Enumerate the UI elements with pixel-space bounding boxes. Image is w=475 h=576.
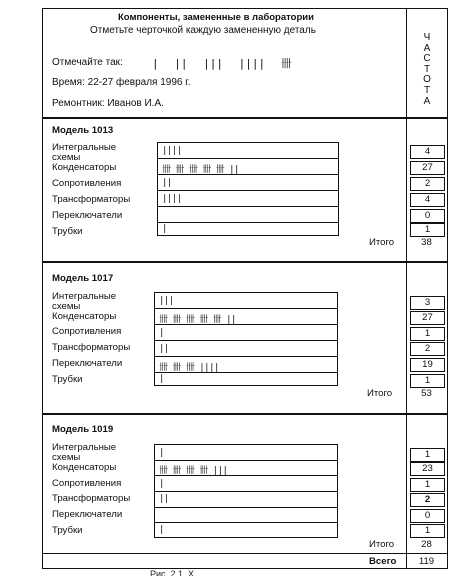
tally-marks[interactable]: |: [159, 479, 164, 489]
row-label: Конденсаторы: [52, 311, 117, 322]
row-label: Переключатели: [52, 358, 123, 369]
frequency-cell[interactable]: 1: [410, 524, 445, 538]
model-title-1017: Модель 1017: [52, 273, 114, 284]
row-label: Трансформаторы: [52, 493, 131, 504]
frequency-header: Ч А С Т О Т А: [423, 32, 431, 107]
tally-marks[interactable]: 卌 卌 卌 卌 |||: [159, 466, 228, 476]
right-border: [447, 8, 448, 568]
mark-example-3: |||: [203, 57, 223, 70]
total-label: Итого: [369, 237, 395, 248]
mark-instruction-label: Отмечайте так:: [52, 57, 123, 68]
frequency-cell[interactable]: 1: [410, 223, 445, 237]
section-separator: [42, 413, 448, 415]
tally-marks[interactable]: |: [159, 525, 164, 535]
tally-marks[interactable]: ||: [162, 178, 172, 188]
tally-marks[interactable]: 卌 卌 卌 卌 卌 ||: [162, 165, 239, 175]
time-label: Время: 22-27 февраля 1996 г.: [52, 77, 191, 88]
row-label: Переключатели: [52, 210, 123, 221]
frequency-cell[interactable]: 19: [410, 358, 445, 372]
frequency-cell[interactable]: 23: [410, 462, 445, 476]
repairman-label: Ремонтник: Иванов И.А.: [52, 98, 164, 109]
frequency-cell[interactable]: 27: [410, 311, 445, 325]
grand-total-separator: [42, 553, 448, 554]
row-label: Сопротивления: [52, 326, 122, 337]
row-label: Трансформаторы: [52, 194, 131, 205]
row-label: Трубки: [52, 525, 83, 536]
row-label: Переключатели: [52, 509, 123, 520]
row-label: Сопротивления: [52, 478, 122, 489]
tally-marks[interactable]: ||: [159, 494, 169, 504]
total-label: Итого: [367, 388, 393, 399]
form-title: Компоненты, замененные в лаборатории: [118, 12, 314, 23]
total-value: 53: [421, 388, 432, 399]
row-label: Конденсаторы: [52, 462, 117, 473]
row-label: Сопротивления: [52, 178, 122, 189]
row-label: Трубки: [52, 374, 83, 385]
mark-example-2: ||: [174, 57, 188, 70]
frequency-cell[interactable]: 2: [410, 177, 445, 191]
grand-total-value: 119: [418, 556, 435, 567]
frequency-cell[interactable]: 4: [410, 145, 445, 159]
tally-marks[interactable]: 卌 卌 卌 卌 卌 ||: [159, 315, 236, 325]
model-title-1013: Модель 1013: [52, 125, 114, 136]
tally-marks[interactable]: |: [159, 374, 164, 384]
frequency-cell[interactable]: 0: [410, 509, 445, 523]
bottom-border: [42, 568, 448, 569]
section-separator: [42, 261, 448, 263]
frequency-cell[interactable]: 4: [410, 193, 445, 207]
frequency-cell[interactable]: 1: [410, 448, 445, 462]
mark-example-4: ||||: [238, 57, 266, 70]
grand-total-label: Всего: [369, 556, 397, 567]
frequency-cell[interactable]: 1: [410, 374, 445, 388]
frequency-cell[interactable]: 1: [410, 478, 445, 492]
frequency-cell[interactable]: 2: [410, 493, 445, 507]
model-title-1019: Модель 1019: [52, 424, 114, 435]
tally-marks[interactable]: |||: [159, 296, 174, 306]
row-label: Интегральные схемы: [52, 291, 117, 312]
tally-marks[interactable]: ||: [159, 344, 169, 354]
frequency-cell[interactable]: 27: [410, 161, 445, 175]
top-border: [42, 8, 448, 9]
frequency-cell[interactable]: 1: [410, 327, 445, 341]
row-label: Трансформаторы: [52, 342, 131, 353]
total-label: Итого: [369, 539, 395, 550]
mark-example-5: 卌: [280, 57, 292, 70]
tally-marks[interactable]: 卌 卌 卌 ||||: [159, 363, 219, 373]
frequency-cell[interactable]: 0: [410, 209, 445, 223]
frequency-cell[interactable]: 3: [410, 296, 445, 310]
frequency-cell[interactable]: 2: [410, 342, 445, 356]
figure-caption: Рис. 2.1. Х...: [150, 569, 202, 576]
row-label: Интегральные схемы: [52, 442, 117, 463]
form-subtitle: Отметьте черточкой каждую замененную деталь: [90, 25, 316, 36]
tally-marks[interactable]: |: [159, 328, 164, 338]
tally-marks[interactable]: |: [159, 448, 164, 458]
row-label: Конденсаторы: [52, 162, 117, 173]
total-value: 28: [421, 539, 432, 550]
total-value: 38: [421, 237, 432, 248]
mark-example-1: |: [152, 57, 159, 70]
frequency-column-divider: [406, 8, 407, 568]
tally-marks[interactable]: |: [162, 224, 167, 234]
left-border: [42, 8, 43, 568]
header-separator: [42, 117, 448, 119]
tally-marks[interactable]: ||||: [162, 194, 182, 204]
tally-marks[interactable]: ||||: [162, 146, 182, 156]
row-label: Интегральные схемы: [52, 142, 117, 163]
mark-examples: [152, 55, 292, 71]
row-label: Трубки: [52, 226, 83, 237]
